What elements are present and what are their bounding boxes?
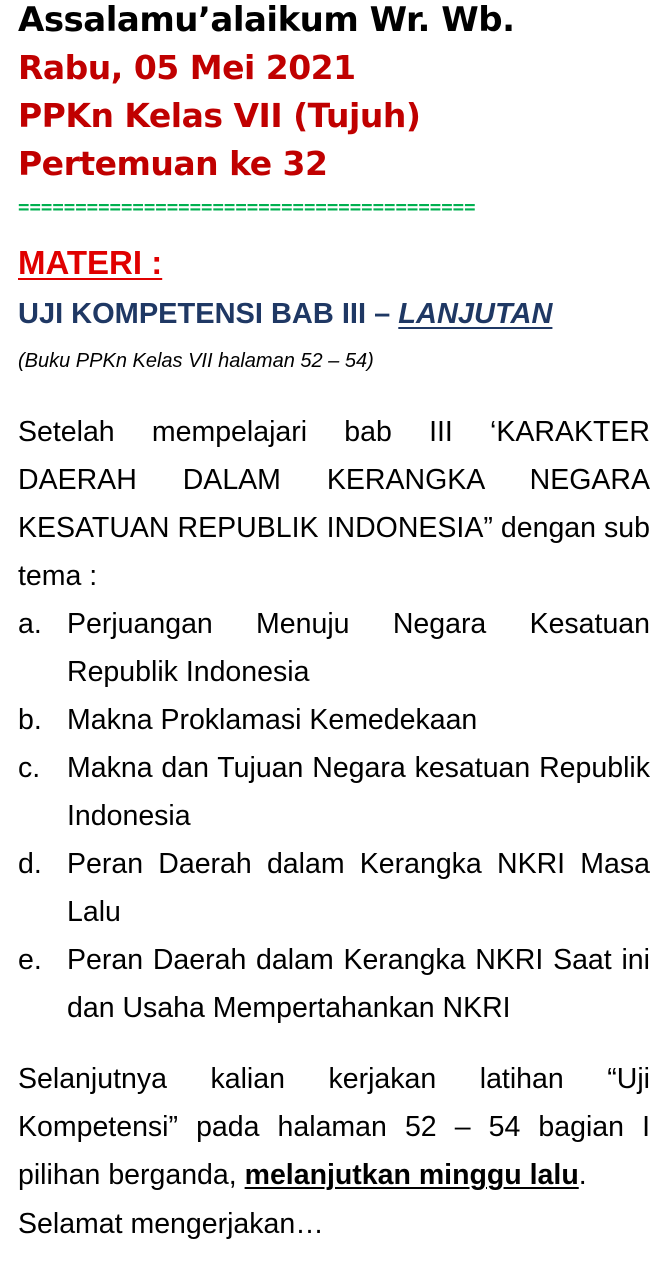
- materi-title-main: UJI KOMPETENSI BAB III –: [18, 298, 399, 330]
- list-item: [18, 696, 650, 744]
- materi-title-emph: LANJUTAN: [398, 298, 553, 330]
- materi-label: MATERI :: [18, 244, 163, 281]
- closing-text: Selamat mengerjakan…: [18, 1208, 324, 1240]
- materi-title: [18, 298, 552, 331]
- instruction-emphasis: melanjutkan minggu lalu: [244, 1159, 579, 1191]
- list-item-letter: d.: [18, 848, 42, 880]
- list-item-text: Perjuangan Menuju Negara Kesatuan Republik Indonesia: [67, 608, 650, 688]
- instruction-text: Selanjutnya kalian kerjakan latihan “Uji Kompetensi” pada halaman 52 – 54 bagian I pilihan berganda,: [18, 1063, 650, 1191]
- meeting-heading: Pertemuan ke 32: [18, 144, 328, 183]
- list-item-letter: c.: [18, 752, 41, 784]
- intro-paragraph: Setelah mempelajari bab III ‘KARAKTER DAERAH DALAM KERANGKA NEGARA KESATUAN REPUBLIK INDONESIA” dengan sub tema :: [18, 416, 650, 592]
- list-item: [18, 936, 650, 1032]
- list-item: [18, 744, 650, 840]
- list-item: [18, 600, 650, 696]
- list-item-text: Makna dan Tujuan Negara kesatuan Republik Indonesia: [67, 752, 650, 832]
- list-item-text: Makna Proklamasi Kemedekaan: [67, 704, 478, 736]
- instruction-paragraph: [18, 1055, 650, 1199]
- list-item-letter: e.: [18, 944, 42, 976]
- list-item-text: Peran Daerah dalam Kerangka NKRI Masa Lalu: [67, 848, 650, 928]
- date-heading: Rabu, 05 Mei 2021: [18, 48, 356, 87]
- list-item-letter: b.: [18, 704, 42, 736]
- subtheme-list: [18, 600, 650, 1032]
- list-item-letter: a.: [18, 608, 42, 640]
- separator-line: ========================================: [18, 196, 476, 218]
- subject-heading: PPKn Kelas VII (Tujuh): [18, 96, 421, 135]
- book-reference: (Buku PPKn Kelas VII halaman 52 – 54): [18, 350, 374, 372]
- list-item: [18, 840, 650, 936]
- instruction-end: .: [578, 1159, 587, 1191]
- list-item-text: Peran Daerah dalam Kerangka NKRI Saat ini dan Usaha Mempertahankan NKRI: [67, 944, 650, 1024]
- greeting-heading: Assalamu’alaikum Wr. Wb.: [18, 0, 515, 40]
